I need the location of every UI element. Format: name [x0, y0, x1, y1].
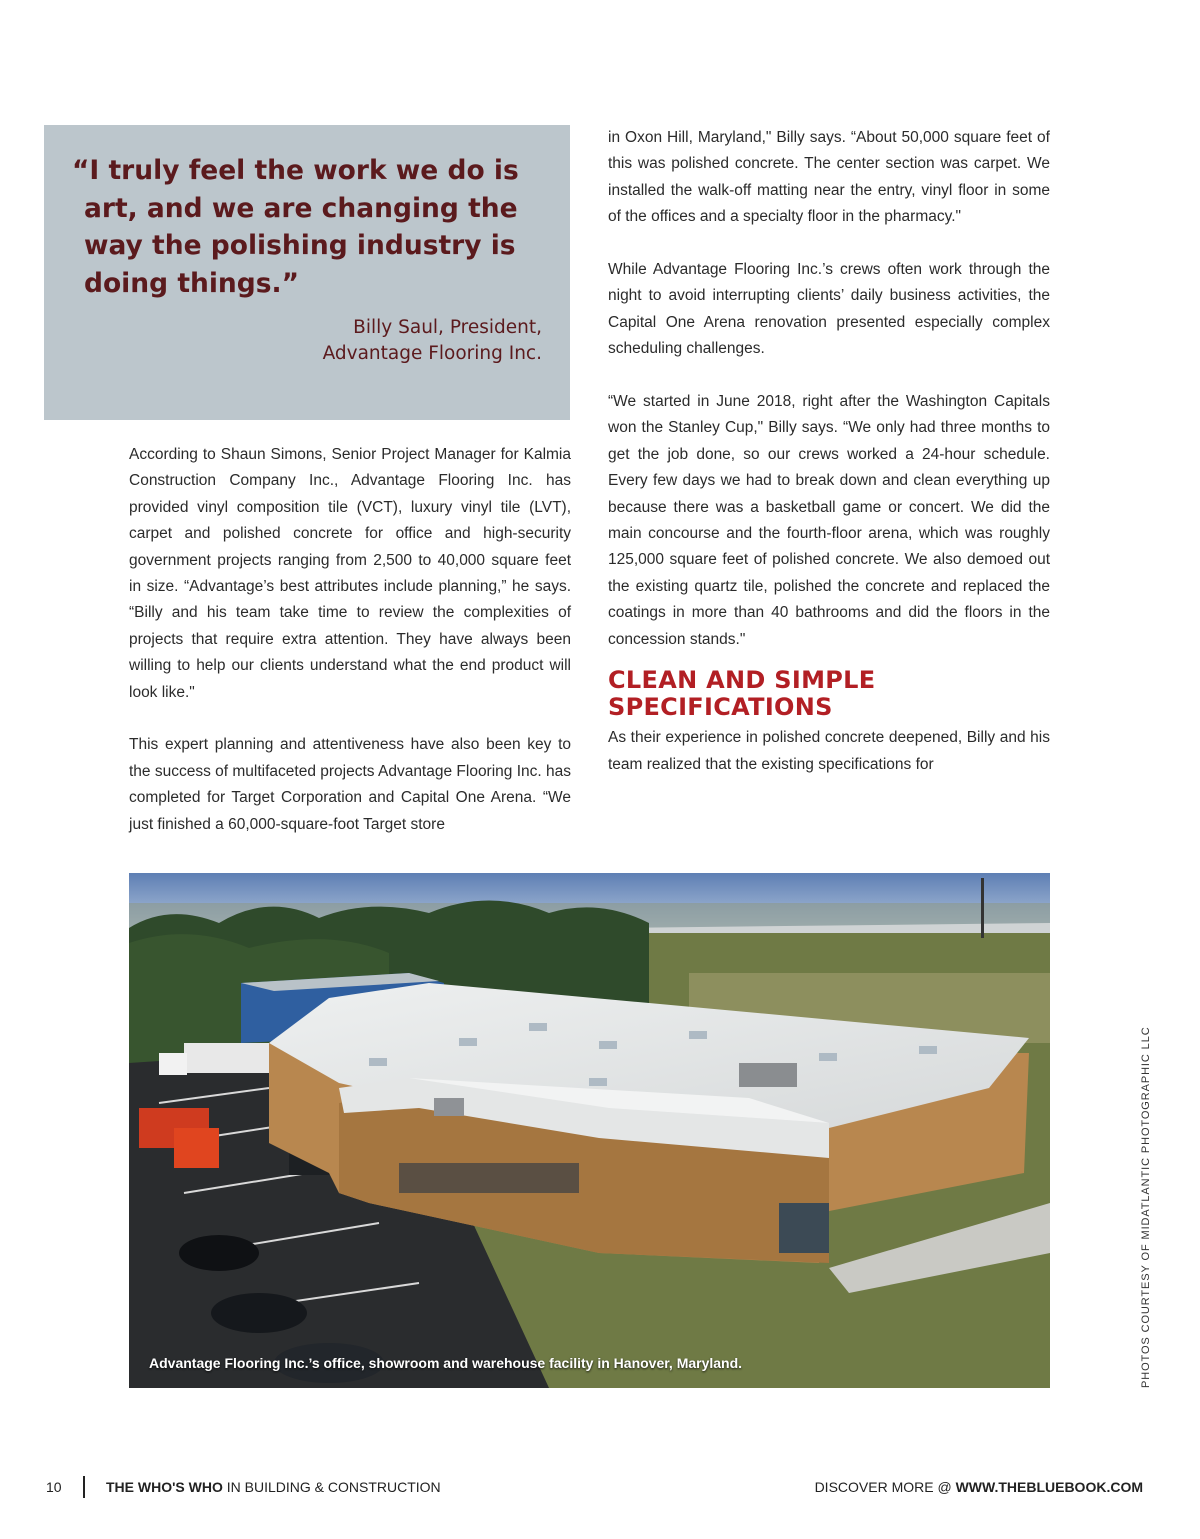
- publication-title: [106, 1479, 441, 1495]
- section-heading: [608, 667, 1050, 721]
- pull-quote-text: “I truly feel the work we do is art, and we are changing the way the polishing industry is doing things.”: [72, 155, 519, 299]
- attribution-name: Billy Saul, President,: [353, 317, 542, 338]
- pull-quote-attribution: [323, 315, 542, 367]
- left-column: [129, 442, 571, 838]
- body-paragraph: According to Shaun Simons, Senior Project Manager for Kalmia Construction Company Inc., Advantage Flooring Inc. has provided vinyl composition tile (VCT), luxury vinyl tile (LVT), carpet and polished concrete for office and high-security government projects ranging from 2,500 to 40,000 square feet in size. “Advantage’s best attributes include planning,” he says. “Billy and his team take time to review the complexities of projects that require extra attention. They have always been willing to help our clients understand what the end product will look like.": [129, 446, 571, 701]
- body-paragraph: in Oxon Hill, Maryland," Billy says. “About 50,000 square feet of this was polished concrete. The center section was carpet. We installed the walk-off matting near the entry, vinyl floor in some of the offices and a specialty floor in the pharmacy.": [608, 129, 1050, 226]
- discover-more: [815, 1479, 1143, 1495]
- publication-title-rest: IN BUILDING & CONSTRUCTION: [222, 1479, 441, 1495]
- body-paragraph: As their experience in polished concrete deepened, Billy and his team realized that the existing specifications for: [608, 729, 1050, 773]
- attribution-company: Advantage Flooring Inc.: [322, 343, 542, 364]
- page-number: 10: [46, 1479, 62, 1495]
- publication-title-bold: THE WHO'S WHO: [106, 1479, 223, 1495]
- pull-quote-box: [44, 125, 570, 420]
- body-paragraph: This expert planning and attentiveness have also been key to the success of multifaceted projects Advantage Flooring Inc. has completed for Target Corporation and Capital One Arena. “We just finished a 60,000-square-foot Target store: [129, 736, 571, 833]
- page-footer: [0, 1478, 1200, 1498]
- body-paragraph: “We started in June 2018, right after the Washington Capitals won the Stanley Cup," Billy says. “We only had three months to get the job done, so our crews worked a 24-hour schedule. Every few days we had to break down and clean everything up because there was a basketball game or concert. We did the main concourse and the fourth-floor arena, which was roughly 125,000 square feet of polished concrete. We also demoed out the existing quartz tile, polished the concrete and replaced the coatings in more than 40 bathrooms and did the floors in the concession stands.": [608, 393, 1050, 648]
- discover-prefix: DISCOVER MORE @: [814, 1479, 956, 1495]
- body-paragraph: While Advantage Flooring Inc.’s crews often work through the night to avoid interrupting clients’ daily business activities, the Capital One Arena renovation presented especially complex scheduling challenges.: [608, 261, 1050, 358]
- right-column: [608, 125, 1050, 778]
- facility-aerial-illustration: [129, 873, 1050, 1388]
- photo-credit: PHOTOS COURTESY OF MIDATLANTIC PHOTOGRAPHIC LLC: [1140, 1026, 1152, 1388]
- website-link[interactable]: WWW.THEBLUEBOOK.COM: [955, 1479, 1143, 1495]
- section-heading-line: CLEAN AND SIMPLE: [608, 666, 876, 695]
- footer-divider: [83, 1476, 85, 1498]
- photo-caption: Advantage Flooring Inc.’s office, showroom and warehouse facility in Hanover, Maryland.: [149, 1355, 743, 1371]
- section-heading-line: SPECIFICATIONS: [608, 693, 833, 722]
- facility-photo: [129, 873, 1050, 1388]
